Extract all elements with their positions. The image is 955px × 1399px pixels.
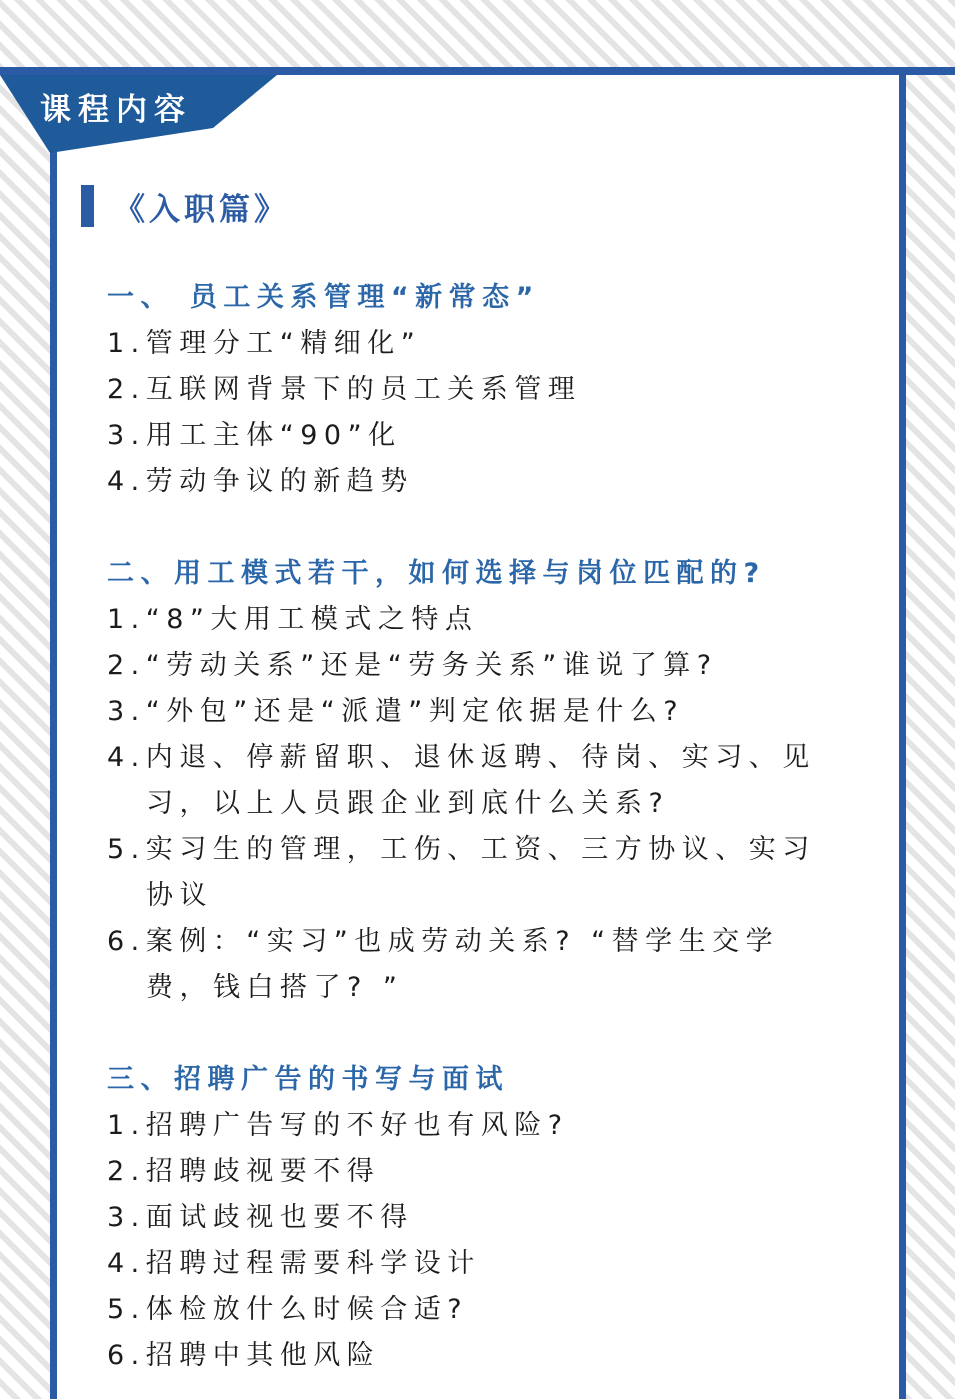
list-item-continuation: 协议: [146, 880, 213, 911]
banner-title: 课程内容: [40, 92, 192, 128]
section-gap: [107, 505, 867, 551]
list-item: 2.招聘歧视要不得: [107, 1156, 381, 1187]
list-item-continuation: 费，钱白搭了? ”: [146, 972, 404, 1003]
top-border: [0, 67, 955, 75]
list-item: 6.案例：“实习”也成劳动关系? “替学生交学: [107, 926, 780, 957]
list-item: 1.招聘广告写的不好也有风险?: [107, 1110, 569, 1141]
section-heading: 二、用工模式若干，如何选择与岗位匹配的?: [107, 558, 766, 589]
list-item: 6.招聘中其他风险: [107, 1340, 381, 1371]
section-heading: 三、招聘广告的书写与面试: [107, 1064, 509, 1095]
course-outline: [107, 275, 867, 1379]
chapter-header: [81, 185, 289, 227]
right-border: [899, 67, 906, 1399]
list-item: 3.用工主体“90”化: [107, 420, 402, 451]
list-item: 5.体检放什么时候合适?: [107, 1294, 469, 1325]
list-item: 4.招聘过程需要科学设计: [107, 1248, 481, 1279]
list-item: 5.实习生的管理，工伤、工资、三方协议、实习: [107, 834, 816, 865]
list-item-continuation: 习，以上人员跟企业到底什么关系?: [146, 788, 670, 819]
list-item: 3.“外包”还是“派遣”判定依据是什么?: [107, 696, 685, 727]
list-item: 1.管理分工“精细化”: [107, 328, 422, 359]
chapter-title: 《入职篇》: [114, 191, 289, 228]
list-item: 3.面试歧视也要不得: [107, 1202, 414, 1233]
list-item: 2.“劳动关系”还是“劳务关系”谁说了算?: [107, 650, 718, 681]
list-item: 1.“8”大用工模式之特点: [107, 604, 479, 635]
section-gap: [107, 1011, 867, 1057]
list-item: 4.劳动争议的新趋势: [107, 466, 414, 497]
list-item: 2.互联网背景下的员工关系管理: [107, 374, 582, 405]
chapter-marker: [81, 185, 94, 227]
section-heading: 一、 员工关系管理“新常态”: [107, 282, 540, 313]
list-item: 4.内退、停薪留职、退休返聘、待岗、实习、见: [107, 742, 816, 773]
